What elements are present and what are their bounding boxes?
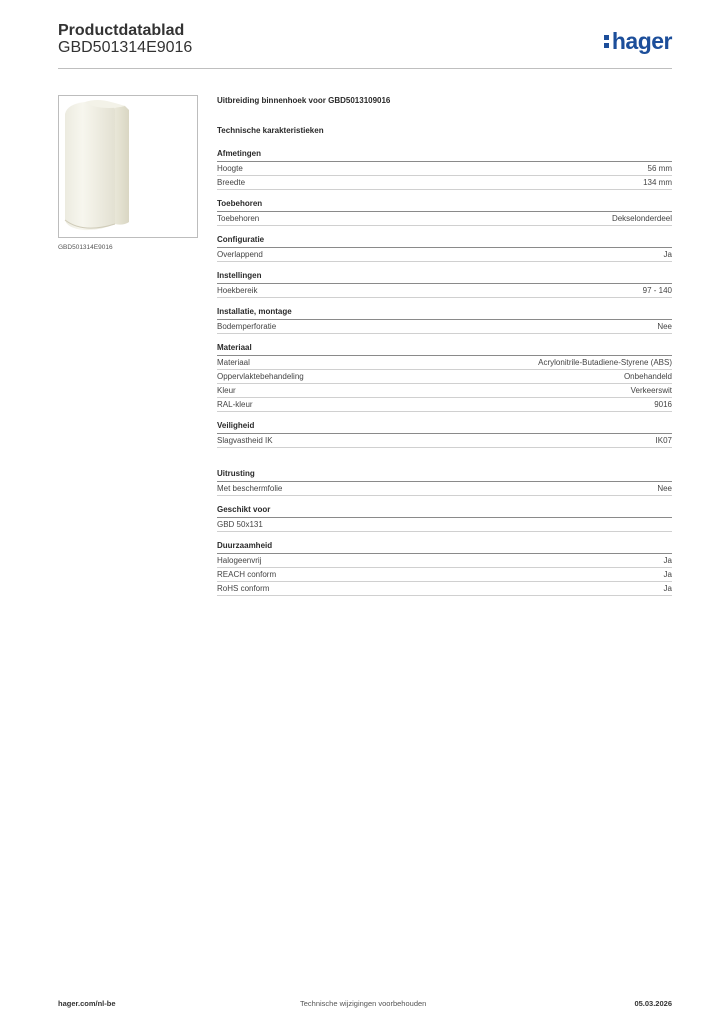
spec-row [217, 248, 672, 262]
spec-row [217, 384, 672, 398]
spec-row [217, 482, 672, 496]
spec-label: Kleur [217, 386, 236, 395]
section-title: Veiligheid [217, 420, 672, 434]
spec-row [217, 162, 672, 176]
spec-row [217, 176, 672, 190]
product-image-frame [58, 95, 198, 238]
spec-row [217, 370, 672, 384]
spec-section [217, 540, 672, 596]
section-title: Afmetingen [217, 148, 672, 162]
spec-value: Ja [663, 556, 672, 565]
spec-value: 9016 [654, 400, 672, 409]
footer-date: 05.03.2026 [634, 999, 672, 1008]
spec-row [217, 284, 672, 298]
spec-value: IK07 [655, 436, 672, 445]
spec-value: Ja [663, 584, 672, 593]
spec-value: 56 mm [647, 164, 672, 173]
spec-value: 134 mm [643, 178, 672, 187]
spec-content [217, 92, 672, 596]
spec-row [217, 434, 672, 448]
spec-label: Toebehoren [217, 214, 260, 223]
footer-website: hager.com/nl-be [58, 999, 116, 1008]
spec-row [217, 518, 672, 532]
spec-label: Hoogte [217, 164, 243, 173]
section-title: Toebehoren [217, 198, 672, 212]
spec-label: Materiaal [217, 358, 250, 367]
spec-label: RAL-kleur [217, 400, 253, 409]
spec-section [217, 198, 672, 226]
doc-title: Productdatablad [58, 22, 185, 39]
spec-label: REACH conform [217, 570, 277, 579]
logo-text: hager [611, 28, 672, 54]
spec-value: Nee [657, 484, 672, 493]
spec-row [217, 320, 672, 334]
spec-section [217, 270, 672, 298]
spec-row [217, 554, 672, 568]
footer-notice: Technische wijzigingen voorbehouden [300, 999, 427, 1008]
spec-value: Dekselonderdeel [611, 214, 672, 223]
spec-row [217, 582, 672, 596]
doc-subtitle: GBD501314E9016 [58, 39, 193, 56]
spec-label: Slagvastheid IK [217, 436, 273, 445]
spec-value: Onbehandeld [623, 372, 672, 381]
spec-value: Verkeerswit [630, 386, 672, 395]
spec-row [217, 356, 672, 370]
section-title: Installatie, montage [217, 306, 672, 320]
product-caption: GBD501314E9016 [58, 244, 113, 251]
spec-label: Halogeenvrij [217, 556, 262, 565]
section-title: Uitrusting [217, 468, 672, 482]
spec-value: 97 - 140 [642, 286, 672, 295]
logo-dots-icon [604, 34, 610, 51]
product-image-icon [59, 96, 197, 237]
spec-label: RoHS conform [217, 584, 270, 593]
spec-section [217, 420, 672, 448]
hager-logo [604, 28, 672, 55]
tech-title: Technische karakteristieken [217, 126, 324, 135]
spec-value: Ja [663, 570, 672, 579]
section-title: Configuratie [217, 234, 672, 248]
spec-row [217, 398, 672, 412]
section-title: Instellingen [217, 270, 672, 284]
spec-section [217, 468, 672, 496]
spec-label: GBD 50x131 [217, 520, 263, 529]
spec-section [217, 148, 672, 190]
spec-label: Hoekbereik [217, 286, 258, 295]
spec-section [217, 504, 672, 532]
spec-value: Nee [657, 322, 672, 331]
spec-label: Oppervlaktebehandeling [217, 372, 304, 381]
section-title: Materiaal [217, 342, 672, 356]
spec-label: Breedte [217, 178, 246, 187]
spec-section [217, 342, 672, 412]
header-rule [58, 68, 672, 69]
spec-label: Bodemperforatie [217, 322, 277, 331]
spec-row [217, 212, 672, 226]
section-title: Geschikt voor [217, 504, 672, 518]
spec-label: Met beschermfolie [217, 484, 283, 493]
spec-value: Ja [663, 250, 672, 259]
spec-label: Overlappend [217, 250, 263, 259]
product-description: Uitbreiding binnenhoek voor GBD5013109016 [217, 96, 391, 105]
spec-value: Acrylonitrile-Butadiene-Styrene (ABS) [538, 358, 672, 367]
spec-section [217, 306, 672, 334]
spec-row [217, 568, 672, 582]
section-title: Duurzaamheid [217, 540, 672, 554]
spec-section [217, 234, 672, 262]
